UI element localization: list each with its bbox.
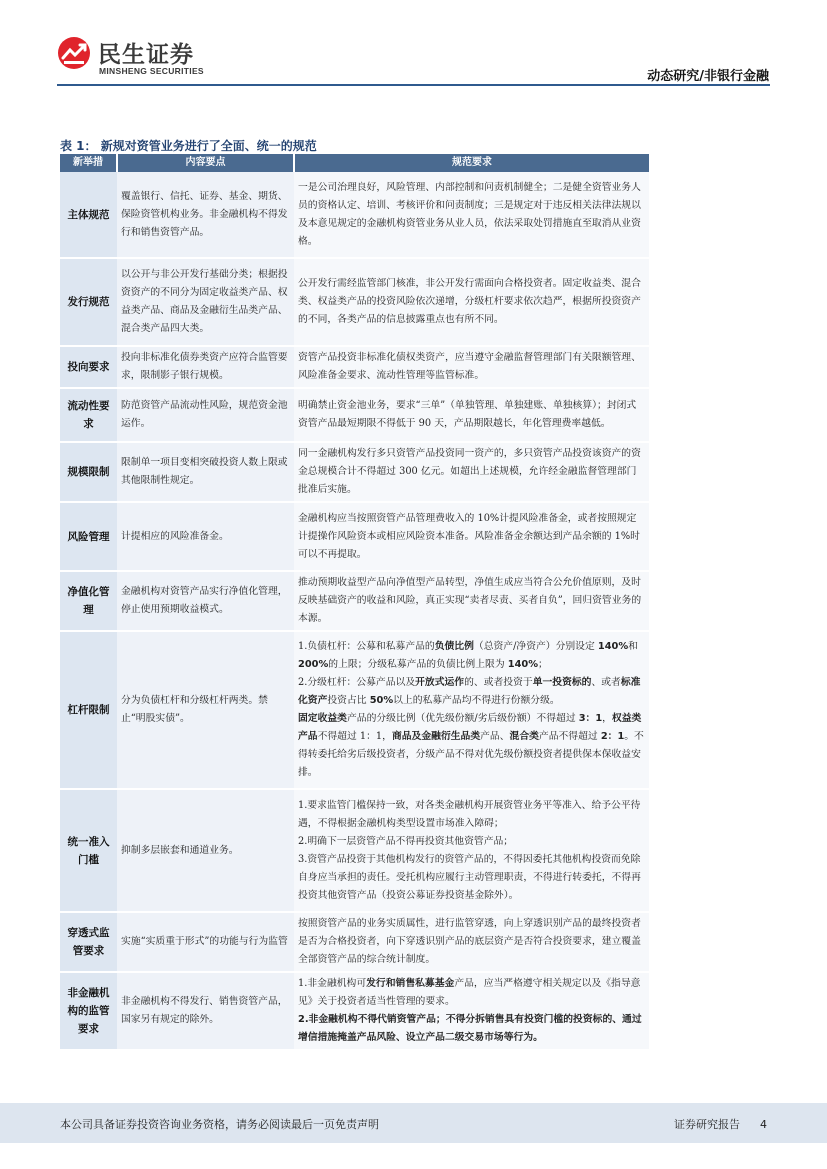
measure-cell: 非金融机构的监管要求 [60, 972, 117, 1050]
table-row [60, 789, 649, 912]
requirement-cell [294, 912, 649, 972]
requirement-cell [294, 571, 649, 631]
content-cell: 以公开与非公开发行基础分类；根据投资资产的不同分为固定收益类产品、权益类产品、商品及金融衍生品类产品、混合类产品四大类。 [117, 258, 294, 346]
requirement-cell [294, 346, 649, 388]
content-cell: 防范资管产品流动性风险，规范资金池运作。 [117, 388, 294, 442]
measure-cell: 统一准入门槛 [60, 789, 117, 912]
requirement-emphasis: 权益类产品 [298, 713, 642, 742]
requirement-cell [294, 789, 649, 912]
requirement-text: 金融机构应当按照资管产品管理费收入的 10%计提风险准备金，或者按照规定计提操作风险资本或相应风险资本准备。风险准备金余额达到产品余额的 1%时可以不再提取。 [298, 512, 640, 560]
requirement-text: 产品不得超过 [538, 731, 601, 742]
requirement-emphasis: 50% [369, 695, 394, 706]
measure-cell: 流动性要求 [60, 388, 117, 442]
requirement-text: 以上的私募产品均不得进行份额分级。 [393, 695, 560, 706]
measure-cell: 风险管理 [60, 502, 117, 571]
requirement-emphasis: 商品及金融衍生品类 [391, 731, 481, 742]
requirement-cell [294, 631, 649, 789]
requirement-emphasis: 负债比例 [434, 641, 474, 652]
requirement-text: （总资产/净资产）分别设定 [473, 641, 598, 652]
table-title: 表 1： 新规对资管业务进行了全面、统一的规范 [60, 139, 317, 153]
requirement-cell [294, 442, 649, 502]
requirement-text: 3.资管产品投资于其他机构发行的资管产品的，不得因委托其他机构投资而免除自身应当承担的责任。受托机构应履行主动管理职责，不得进行转委托，不得再投资其他资管产品（投资公募证券投资基金除外）。 [298, 853, 641, 901]
table-row [60, 258, 649, 346]
table-row [60, 346, 649, 388]
table-row [60, 912, 649, 972]
requirement-emphasis: 2：1 [600, 731, 625, 742]
table-row [60, 571, 649, 631]
header-content: 内容要点 [117, 154, 294, 172]
company-name-cn: 民生证券 [98, 42, 194, 68]
requirement-text: 不得超过 1：1， [317, 731, 392, 742]
measure-cell: 主体规范 [60, 172, 117, 258]
requirement-emphasis: 单一投资标的 [532, 677, 592, 688]
page-number: 4 [760, 1118, 767, 1131]
requirement-cell [294, 502, 649, 571]
requirement-text: 一是公司治理良好，风险管理、内部控制和问责机制健全；二是健全资管业务人员的资格认定、培训、考核评价和问责制度；三是规定对于违反相关法律法规以及本意见规定的金融机构资管业务从业人员，依法采取处罚措施直至取消从业资格。 [298, 181, 641, 247]
footer-disclaimer: 本公司具备证券投资咨询业务资格，请务必阅读最后一页免责声明 [60, 1118, 379, 1131]
measure-cell: 穿透式监管要求 [60, 912, 117, 972]
footer-report-type: 证券研究报告 [674, 1118, 740, 1131]
requirement-text: 1.非金融机构可 [298, 978, 367, 989]
requirement-text: 、或者 [591, 677, 621, 688]
requirement-text: 2.分级杠杆：公募产品以及 [298, 677, 416, 688]
measure-cell: 规模限制 [60, 442, 117, 502]
requirement-emphasis: 混合类 [509, 731, 539, 742]
requirement-cell [294, 172, 649, 258]
header-divider [57, 84, 770, 86]
requirement-cell [294, 388, 649, 442]
requirement-text: 产品的分级比例（优先级份额/劣后级份额）不得超过 [346, 713, 579, 724]
page-footer [0, 1103, 827, 1143]
table-row [60, 502, 649, 571]
content-cell: 实施“实质重于形式”的功能与行为监管 [117, 912, 294, 972]
table-row [60, 442, 649, 502]
page-header [0, 0, 827, 92]
requirement-emphasis: 3：1 [578, 713, 603, 724]
requirement-emphasis: 开放式运作 [415, 677, 465, 688]
content-cell: 投向非标准化债券类资产应符合监管要求，限制影子银行规模。 [117, 346, 294, 388]
measure-cell: 杠杆限制 [60, 631, 117, 789]
measure-cell: 投向要求 [60, 346, 117, 388]
content-cell: 分为负债杠杆和分级杠杆两类。禁止“明股实债”。 [117, 631, 294, 789]
requirement-emphasis: 140% [597, 641, 629, 652]
requirement-text: 2.明确下一层资管产品不得再投资其他资管产品； [298, 835, 514, 847]
requirement-text: ， [602, 713, 612, 724]
requirement-text: 资管产品投资非标准化债权类资产，应当遵守金融监督管理部门有关限额管理、风险准备金要求、流动性管理等监管标准。 [298, 352, 641, 381]
requirement-text: 推动预期收益型产品向净值型产品转型，净值生成应当符合公允价值原则，及时反映基础资产的收益和风险，真正实现“卖者尽责、买者自负”，回归资管业务的本源。 [298, 577, 642, 624]
requirement-emphasis: 140% [507, 659, 539, 670]
footer-meta [654, 1116, 767, 1132]
content-cell: 计提相应的风险准备金。 [117, 502, 294, 571]
content-cell: 限制单一项目变相突破投资人数上限或其他限制性规定。 [117, 442, 294, 502]
requirement-text: 的上限；分级私募产品的负债比例上限为 [328, 659, 508, 670]
requirement-emphasis: 固定收益类 [298, 713, 347, 724]
header-requirement: 规范要求 [294, 154, 649, 172]
header-measure: 新举措 [60, 154, 117, 172]
requirement-text: 产品，应当严格遵守相关规定以及《指导意见》关于投资者适当性管理的要求。 [298, 978, 641, 1007]
table-row [60, 172, 649, 258]
regulation-table [60, 154, 649, 1051]
requirement-text: 投资占比 [327, 695, 370, 706]
requirement-cell [294, 972, 649, 1050]
measure-cell: 发行规范 [60, 258, 117, 346]
requirement-text: 明确禁止资金池业务，要求“三单”（单独管理、单独建账、单独核算）；封闭式资管产品最短期限不得低于 90 天，产品期限越长，年化管理费率越低。 [298, 400, 637, 429]
table-row [60, 388, 649, 442]
content-cell: 覆盖银行、信托、证券、基金、期货、保险资管机构业务。非金融机构不得发行和销售资管产品。 [117, 172, 294, 258]
content-cell: 金融机构对资管产品实行净值化管理，停止使用预期收益模式。 [117, 571, 294, 631]
requirement-text: 1.负债杠杆：公募和私募产品的 [298, 641, 435, 652]
measure-cell: 净值化管理 [60, 571, 117, 631]
table-header-row [60, 154, 649, 172]
requirement-text: 产品、 [480, 731, 510, 742]
requirement-text: 的、或者投资于 [464, 677, 533, 688]
document-category: 动态研究/非银行金融 [647, 69, 769, 84]
content-cell: 抑制多层嵌套和通道业务。 [117, 789, 294, 912]
requirement-text: 公开发行需经监管部门核准，非公开发行需面向合格投资者。固定收益类、混合类、权益类产品的投资风险依次递增，分级杠杆要求依次趋严，根据所投资资产的不同，各类产品的信息披露重点也有所不同。 [298, 278, 641, 325]
requirement-text: 。不得转委托给劣后级投资者，分级产品不得对优先级份额投资者提供保本保收益安排。 [298, 731, 644, 778]
requirement-emphasis: 200% [298, 659, 329, 670]
table-row [60, 972, 649, 1050]
requirement-text: 同一金融机构发行多只资管产品投资同一资产的，多只资管产品投资该资产的资金总规模合计不得超过 300 亿元。如超出上述规模，允许经金融监督管理部门批准后实施。 [298, 448, 641, 495]
minsheng-logo-icon [57, 36, 91, 70]
content-cell: 非金融机构不得发行、销售资管产品，国家另有规定的除外。 [117, 972, 294, 1050]
company-name-en: MINSHENG SECURITIES [99, 66, 204, 76]
requirement-text: ； [538, 659, 548, 670]
requirement-emphasis: 2.非金融机构不得代销资管产品；不得分拆销售具有投资门槛的投资标的、通过增信措施掩盖产品风险、设立产品二级交易市场等行为。 [298, 1014, 642, 1043]
requirement-cell [294, 258, 649, 346]
requirement-emphasis: 标准化资产 [298, 677, 641, 706]
requirement-emphasis: 发行和销售私募基金 [366, 978, 455, 989]
requirement-text: 1.要求监管门槛保持一致，对各类金融机构开展资管业务平等准入、给予公平待遇，不得根据金融机构类型设置市场准入障碍； [298, 799, 641, 829]
table-row [60, 631, 649, 789]
requirement-text: 按照资管产品的业务实质属性，进行监管穿透，向上穿透识别产品的最终投资者是否为合格投资者，向下穿透识别产品的底层资产是否符合投资要求，建立覆盖全部资管产品的综合统计制度。 [298, 918, 641, 965]
requirement-text: 和 [628, 641, 638, 652]
